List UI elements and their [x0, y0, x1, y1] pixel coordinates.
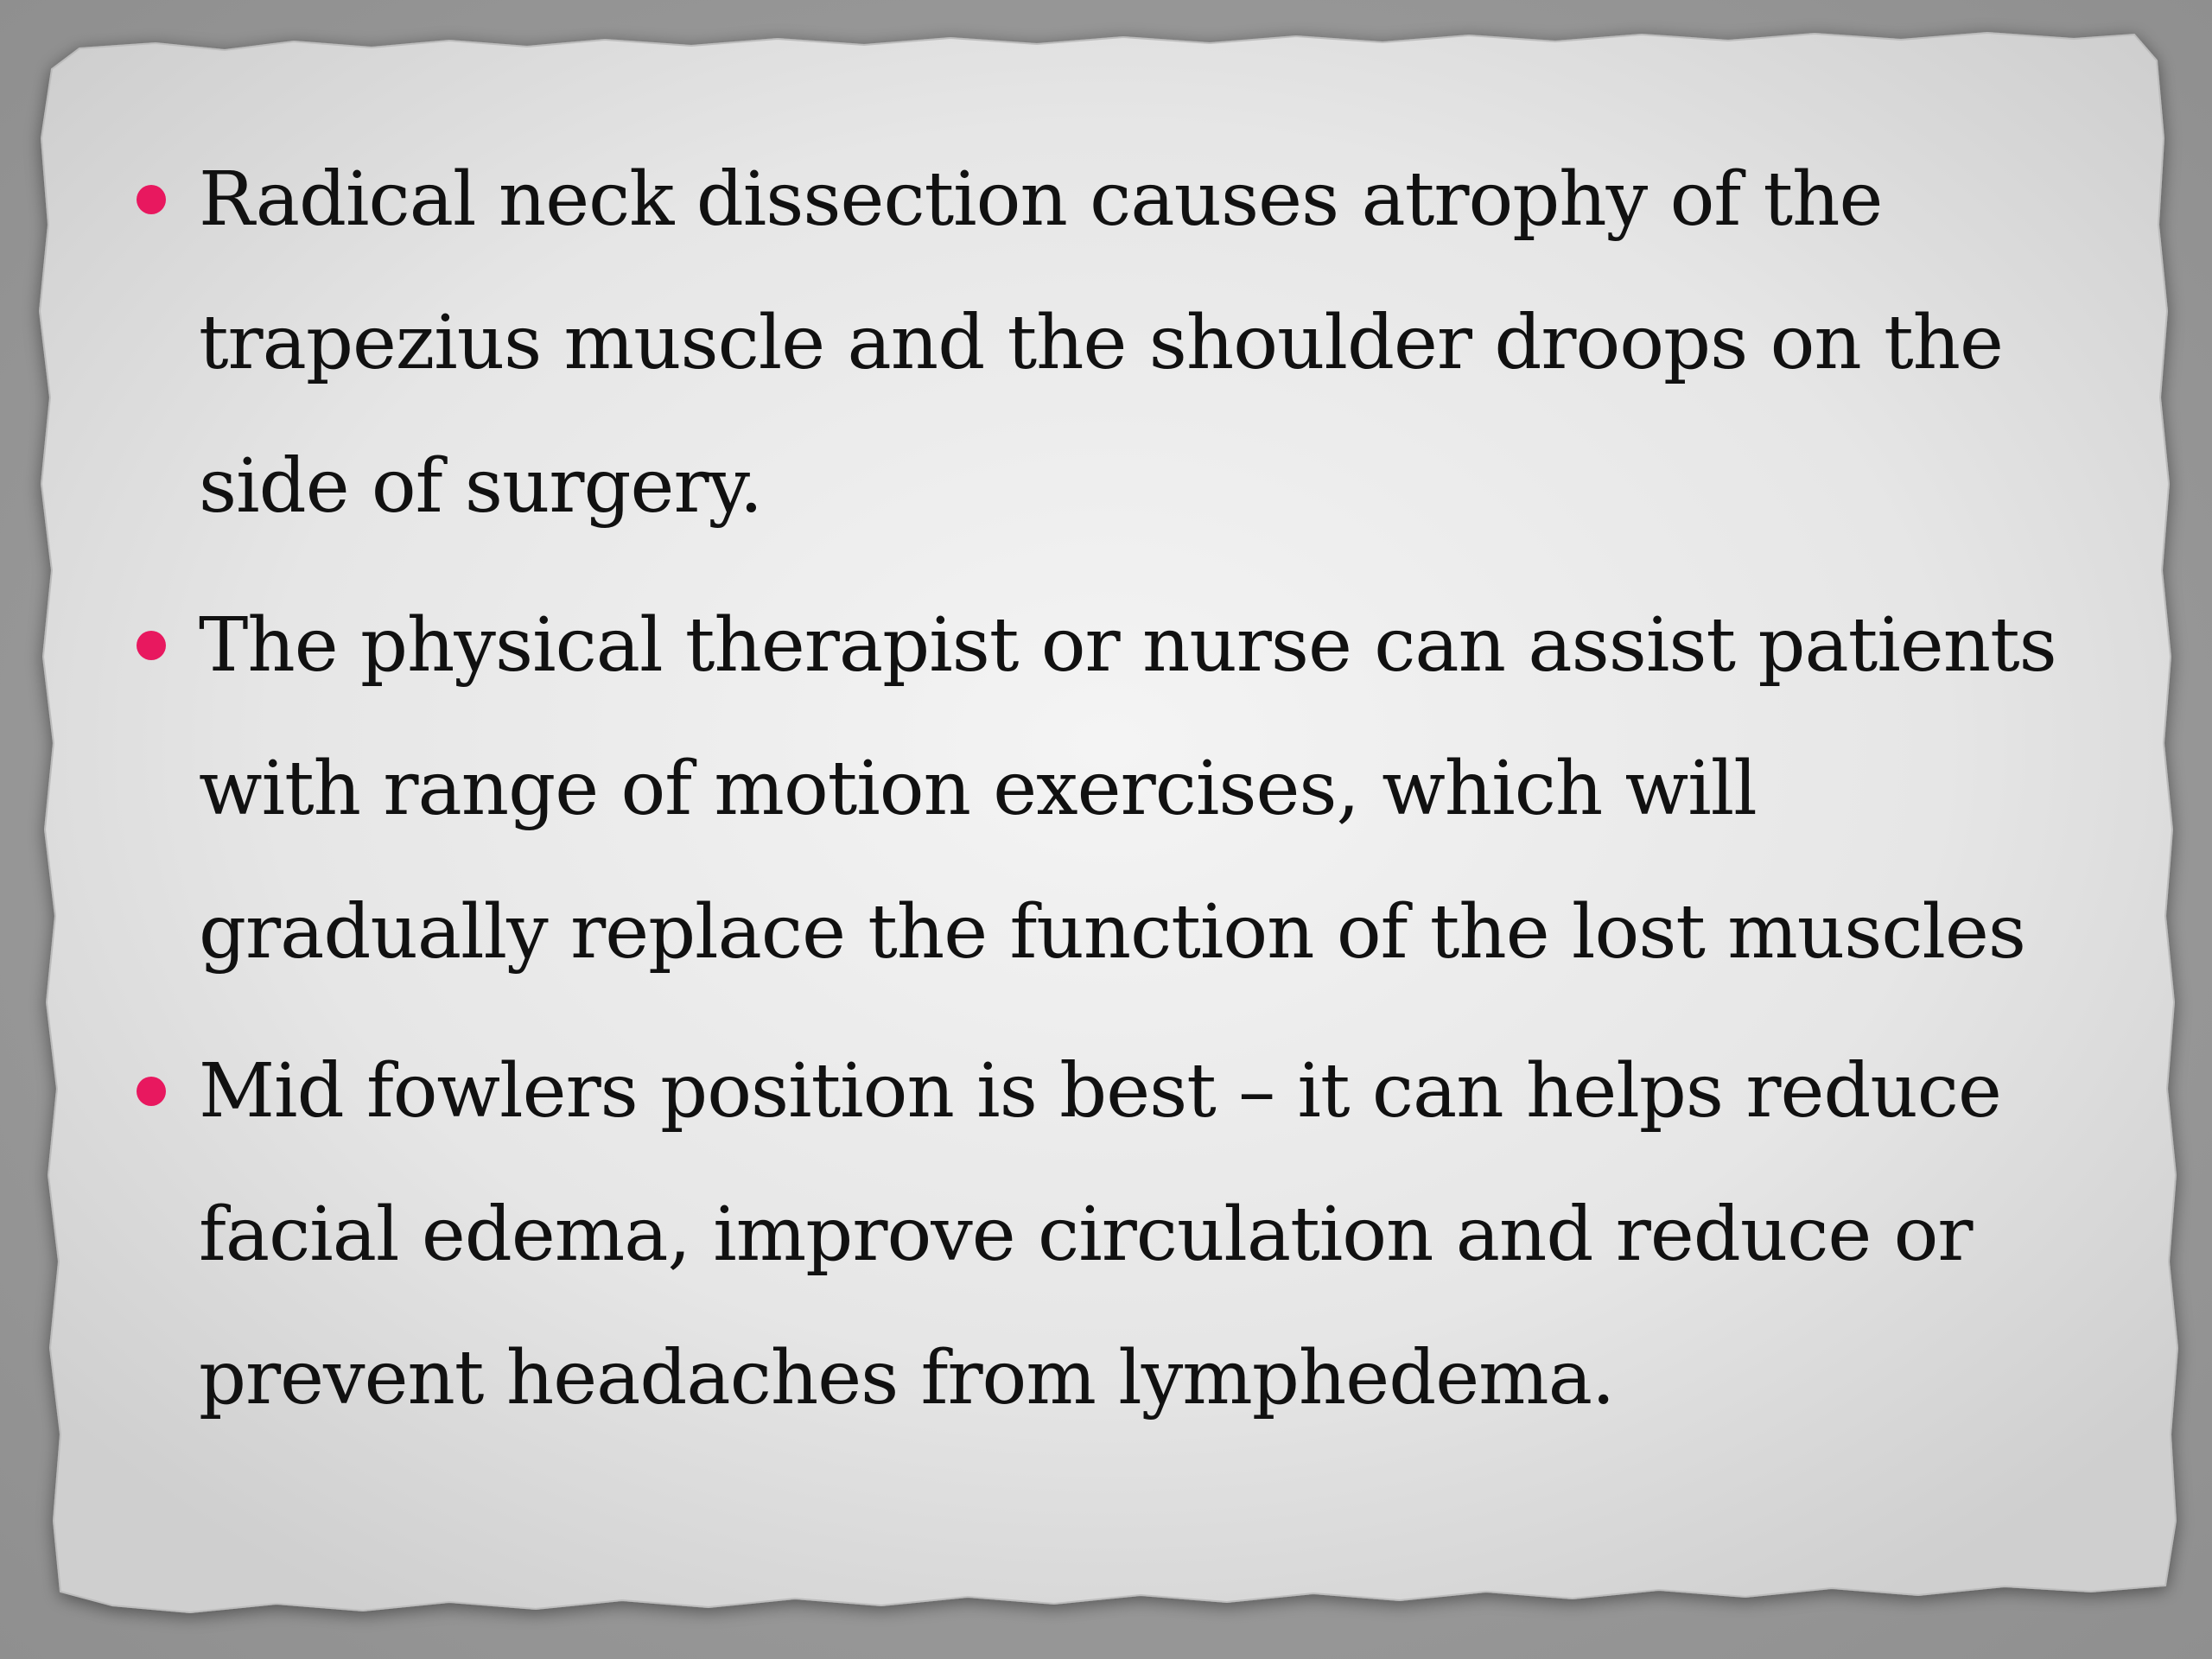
bullet-text: The physical therapist or nurse can assist patients with range of motion exercises, which will gradually replace the function of the lost muscles — [199, 602, 2056, 976]
bullet-item-1 — [131, 128, 2110, 558]
bullet-dot-icon — [137, 185, 166, 214]
bullet-text: Radical neck dissection causes atrophy of the trapezius muscle and the shoulder droops on the side of surgery. — [199, 156, 2003, 530]
bullet-text: Mid fowlers position is best – it can helps reduce facial edema, improve circulation and reduce or prevent headaches from lymphedema. — [199, 1048, 2001, 1421]
bullet-item-2 — [131, 574, 2110, 1004]
bullet-dot-icon — [137, 1077, 166, 1106]
bullet-item-3 — [131, 1020, 2110, 1450]
bullet-list — [131, 130, 2110, 1426]
bullet-dot-icon — [137, 631, 166, 660]
